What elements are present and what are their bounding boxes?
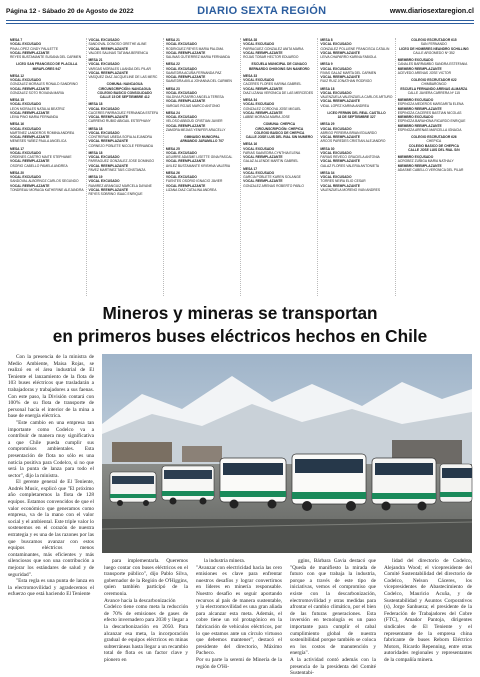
results-line: CANALES BARRAMBIO SANDRA ESTEFANIA bbox=[397, 62, 468, 67]
article-photo bbox=[102, 354, 472, 553]
results-line: ESPINOZA BARAHONA RICARDO ENRIQUE bbox=[397, 119, 466, 124]
results-line: VOCAL REEMPLAZANTE bbox=[320, 50, 360, 55]
results-line: LICEO DE HOMBRES NEANDRO SCHILLING bbox=[399, 46, 469, 51]
results-line: COLEGIO BASICO CONSOLIDADO bbox=[97, 90, 152, 95]
results-line: VOCAL REEMPLAZANTE bbox=[320, 159, 360, 164]
results-line: VOCAL REEMPLAZANTE bbox=[243, 110, 283, 115]
results-line: COLEGIO ESCRUTADOR 626 bbox=[411, 135, 457, 139]
paragraph: El gerente general de El Teniente, Andrés Music, explicó que "El próximo año completaremos la flota de 128 equipos. Estamos convencidos de que el valor económico que generamos como empresa, va de la mano con el valor social y el ambiental. Este triple valor lo sostenemos en el corazón de nuestra estrategia y es una de las razones por las que buscamos avanzar con estos equipos eléctricos menos contaminantes, más eficientes y más silenciosos que son una contribución a mejorar los estándares de salud y de seguridad". bbox=[8, 479, 94, 578]
results-line: PAVEZ MARTINEZ TAIS CONSTANZA bbox=[88, 167, 146, 172]
results-line: ACEVEDO ARENAS JOSE VICTOR bbox=[397, 70, 451, 75]
results-line: VOCAL EXCUSADO bbox=[243, 78, 275, 82]
results-line: ABRIGO PEREIRA BRIAN EDUARDO bbox=[320, 130, 377, 135]
results-line: 18 DE SEPTIEMBRE 327 bbox=[337, 115, 376, 119]
results-line: MESA 24 bbox=[165, 110, 180, 115]
article-column-3 bbox=[196, 558, 282, 670]
results-line: VOCAL EXCUSADO bbox=[10, 150, 42, 155]
results-column bbox=[318, 38, 395, 296]
results-line: GIMNASIO MUNICIPAL bbox=[184, 135, 220, 139]
results-line: VOCAL EXCUSADO bbox=[243, 102, 275, 107]
results-column bbox=[396, 38, 472, 296]
article-column-2 bbox=[104, 558, 188, 666]
results-line: LIZANA DIAZ CATALINA ANDREA bbox=[165, 187, 217, 192]
results-line: GONZALEZ SOTO ROXANA MARIA bbox=[10, 90, 64, 95]
results-line: ACROBEZ ZUÑIGA MARIA NATHALY bbox=[397, 159, 454, 164]
results-line: VOCAL REEMPLAZANTE bbox=[320, 183, 360, 188]
results-line: GONZALEZ ARENAS ROBERTO PABLO bbox=[243, 183, 304, 188]
results-line: VOCAL EXCUSADO bbox=[10, 78, 42, 82]
results-line: MIEMBRO EXCUSADO bbox=[397, 98, 434, 102]
results-line: MIEMBRO REEMPLAZANTE bbox=[397, 163, 442, 168]
results-line: VOCAL REEMPLAZANTE bbox=[10, 159, 50, 164]
results-line: AVILEZ BUSTAMANTE KRISHNA VALERIA bbox=[165, 163, 231, 168]
results-line: CALLE JOSE LUIS DEL RIAL S/N bbox=[408, 147, 460, 152]
results-line: MIEMBRO REEMPLAZANTE bbox=[397, 123, 442, 128]
results-line: SAN FERNANDO bbox=[420, 42, 447, 47]
article-body bbox=[8, 354, 472, 677]
results-line: ESPINOZA MEDEROS MARGARITA ELENA bbox=[397, 102, 464, 107]
results-line: VOCAL REEMPLAZANTE bbox=[88, 46, 129, 51]
results-line: MARTINEZ LANDEROS ROMINA ANDREA bbox=[10, 130, 75, 135]
results-line: LEIVA PINO MARIA FERNANDA bbox=[10, 115, 59, 119]
results-line: GONZALEZ MORALES RONALD SANDRINO bbox=[10, 82, 78, 87]
results-line: MESA 9 bbox=[320, 62, 333, 67]
results-line: VOCAL EXCUSADO bbox=[320, 150, 352, 155]
results-line: LICEO SAN FRANCISCO DE PLACILLA bbox=[16, 62, 78, 67]
paragraph: Con la presencia de la ministra de Medio Ambiente, Maisa Rojas, se realizó en el área industrial de El Teniente el lanzamiento de la flota de 103 buses eléctricos que trasladarán a trabajadoras y trabajadores a sus faenas. Con este paso, la División contará con 100% de su flota de transporte de personal hacia el interior de la mina a base de energía eléctrica. bbox=[8, 354, 94, 420]
results-line: COMUNA: CHEPICA bbox=[263, 122, 296, 127]
results-line: ARCOS PAREDES CRISTIAN ALEJANDRO bbox=[320, 139, 386, 144]
results-line: CALLE 15 DE SEPTIEMBRE 412 bbox=[99, 95, 150, 99]
results-line: VIDAL LOPEZ KARINA ANDREA bbox=[320, 103, 370, 108]
results-line: LEIVA CHAPARRO KARINA FABIOLA bbox=[320, 55, 377, 59]
results-line: VOCAL EXCUSADO bbox=[10, 126, 42, 131]
results-line: MIEMBRO EXCUSADO bbox=[397, 58, 434, 62]
paragraph: "Esta regla es una punta de lanza en la electromovilidad y agradecemos el esfuerzo que está haciendo El Teniente bbox=[8, 578, 94, 598]
results-line: ESCUELA MUNICIPAL DE CUNACO bbox=[251, 62, 307, 67]
results-line: SALINAS GUTIERREZ MARIA FERNANDA bbox=[165, 55, 230, 59]
results-line: VOCAL REEMPLAZANTE bbox=[320, 99, 360, 104]
paragraph: para implementarla. Queremos luego contar con buses eléctricos en el transporte público", dijo Pablo Silva, gobernador de la Región de O'Higgins, quien también participó de la ceremonia. Avance hacia la descarbonización Codelco tiene como meta la reducción de 70% de emisiones de gases de efecto invernadero para 2030 y llegar a la descarbonización en 2050. Para alcanzar esa meta, la incorporación gradual de equipos eléctricos en minas subterráneas hasta llegar a un recambio total de flota es un factor clave y pionero en bbox=[104, 558, 188, 663]
headline-line-1: Mineros y mineras se transportan bbox=[102, 303, 378, 323]
results-line: MESA 34 bbox=[320, 170, 335, 175]
results-line: VOCAL REEMPLAZANTE bbox=[165, 123, 206, 128]
results-line: MIEMBRO EXCUSADO bbox=[397, 155, 434, 159]
results-line: MESA 15 bbox=[10, 98, 24, 102]
results-line: VOCAL EXCUSADO bbox=[88, 38, 120, 42]
results-line: MIEMBRO REEMPLAZANTE bbox=[397, 106, 442, 111]
paragraph: la industria minera. "Avanzar con electricidad hacia las cero emisiones es clave para enfrentar nuestros desafíos y lograr convertirnos en líderes en minería responsable. Nuestro desafío es seguir aportando recursos al país de manera sustentable, y la electromovilidad es una gran aliada para alcanzar esta meta. Además, el cobre tiene un rol protagónico en la fabricación de vehículos eléctricos, por lo que estamos ante un círculo virtuoso que debemos mantener", destacó el presidente del directorio, Máximo Pacheco. Por su parte la seremi de Minería de la región de O'Hi- bbox=[196, 558, 282, 670]
results-line: VALENZUELA VALENZUELA CARLOS ARTURO bbox=[320, 95, 393, 99]
results-line: LABBE MORAGA MARIA JOSE bbox=[243, 115, 290, 119]
results-line: GARCIA POBLETE KAREN SOLANGE bbox=[243, 175, 301, 179]
results-line: OSORIO CABELLO PAMELA ANDREA bbox=[10, 163, 68, 168]
results-line: VOCAL EXCUSADO bbox=[320, 42, 352, 47]
results-line: MENESES YAÑEZ PAULA ANGELICA bbox=[10, 139, 67, 144]
results-line: LICEO FERMIN DEL REAL CASTILLO bbox=[327, 110, 386, 115]
results-line: VOCAL EXCUSADO bbox=[88, 179, 120, 184]
results-line: VOCAL EXCUSADO bbox=[165, 175, 197, 179]
results-line: ROJAS TOBAR HECTOR EDUARDO bbox=[243, 55, 299, 59]
results-line: MESA 23 bbox=[165, 86, 180, 91]
results-line: MESA 22 bbox=[165, 62, 180, 67]
results-line: GALAZ FLORES VALERIA ANTONIETA bbox=[320, 163, 380, 168]
results-line: MESA 7 bbox=[10, 38, 23, 42]
results-line: MESA 19 bbox=[88, 175, 103, 179]
results-line: CALLE JOSE LUIS DEL RIAL SIN NUMERO bbox=[245, 135, 313, 139]
results-column bbox=[87, 38, 164, 296]
results-line: MESA 16 bbox=[10, 122, 24, 127]
results-line: ESPINOZA ARENAS MARCELLA IGNACIA bbox=[397, 127, 462, 132]
results-line: VOCAL EXCUSADO bbox=[243, 42, 275, 47]
results-column bbox=[241, 38, 318, 296]
results-line: CHEPICA bbox=[426, 139, 442, 144]
results-line: VOCAL REEMPLAZANTE bbox=[320, 135, 360, 139]
results-column bbox=[164, 38, 241, 296]
results-line: COMUNA: NANCAGUA bbox=[106, 82, 143, 87]
results-line: VARGAS MORALES LUANDA DEL PILAR bbox=[88, 66, 151, 71]
results-line: VELOSO ABBOUD CRISTIAN JAVIER bbox=[165, 119, 223, 124]
website-link[interactable]: www.diariosextaregion.cl bbox=[389, 7, 474, 15]
results-line: MESA 18 bbox=[88, 150, 103, 155]
results-line: TONDREAU MORAGA KATHERINE ALEJANDRA bbox=[10, 187, 84, 192]
results-line: CARRENO RUBIO ABIGAIL ESTEPHANY bbox=[88, 119, 151, 124]
results-line: VOCAL REEMPLAZANTE bbox=[88, 139, 129, 144]
results-line: COLEGIO ESCRUTADOR 615 bbox=[411, 38, 457, 42]
results-line: MESA 17 bbox=[10, 146, 24, 151]
results-line: MESA 21 bbox=[88, 58, 103, 62]
results-line: ZAMORA MEJIAS YENIFER ARACELLY bbox=[165, 127, 226, 132]
results-line: MESA 18 bbox=[88, 102, 103, 107]
results-line: VOCAL REEMPLAZANTE bbox=[10, 135, 50, 139]
results-line: VOCAL REEMPLAZANTE bbox=[243, 50, 283, 55]
results-line: VOCAL EXCUSADO bbox=[88, 62, 120, 67]
results-line: MIRAFLORES 947 bbox=[32, 66, 61, 71]
results-line: VALDIVIA PIZARRO ANGELA TERESA bbox=[165, 95, 224, 99]
paragraph: ggins, Bárbara Gavia destacó que "Queda de manifiesto la mirada de futuro con que trabaja la industria, porque a través de este tipo de iniciativas, vemos el compromiso que existe con la descarbonización, electromovilidad y otras medidas para afrontar el cambio climático, por el bien de las futuras generaciones. Esta inversión en tecnología es un paso importante para cumplir el cabal cumplimiento global de nuestra sostenibilidad porque también se coloca en los costos de manutención y energía". A la actividad contó además con la presencia de la presidenta del Comité Sustentabi- bbox=[290, 558, 376, 677]
results-line: VOCAL REEMPLAZANTE bbox=[243, 179, 283, 184]
results-line: VOCAL EXCUSADO bbox=[165, 66, 197, 71]
results-line: CONTRERAS UBEDA SOFIA ALEJANDRA bbox=[88, 135, 153, 139]
results-line: RODRIGUEZ REYES MARIA PALOMA bbox=[165, 46, 224, 51]
results-line: RIVAS GALAZ MARTA DEL CARMEN bbox=[320, 70, 377, 75]
results-line: PARRAGUEZ GONZALEZ ANITA MARIA bbox=[243, 46, 304, 51]
results-line: VOCAL REEMPLAZANTE bbox=[165, 50, 206, 55]
results-line: VOCAL EXCUSADO bbox=[320, 90, 352, 95]
results-line: COLEGIO BASICO DE CHEPICA bbox=[254, 130, 305, 135]
results-line: VOCAL EXCUSADO bbox=[88, 155, 120, 159]
results-line: VASQUEZ DIAZ JACQUELINE DE LAS MERC bbox=[88, 75, 158, 79]
results-line: MESA 8 bbox=[320, 38, 333, 42]
results-line: MESA 26 bbox=[165, 170, 180, 175]
results-line: MESA 29 bbox=[320, 122, 335, 127]
results-line: VOCAL EXCUSADO bbox=[320, 126, 352, 131]
results-line: ORDENES CASTRO MAITE STEPHANIE bbox=[10, 155, 72, 159]
results-line: SANDOVAL DONOSO GRETHE ALINE bbox=[88, 42, 147, 47]
results-line: MESA 33 bbox=[243, 73, 258, 78]
results-line: MESA 25 bbox=[165, 146, 180, 151]
results-line: DIAZ LIZANA VERONICA DE LAS MERCEDES bbox=[243, 90, 314, 95]
article-headline bbox=[10, 302, 470, 348]
results-line: SAAVEDRA AVILA JOHANNA DEL CARMEN bbox=[165, 79, 232, 84]
article-column-4 bbox=[290, 558, 376, 677]
results-line: GONZALEZ CORDOVA JOSE MIGUEL bbox=[243, 106, 302, 111]
results-line: VARGAS ROJAS MARCO ANTONIO bbox=[165, 103, 221, 108]
results-line: VOCAL EXCUSADO bbox=[10, 102, 42, 107]
results-line: MESA 34 bbox=[243, 98, 258, 102]
results-line: SAAVEDRA ACUÑA FERNANDA PAZ bbox=[165, 70, 222, 75]
results-line: VOCAL EXCUSADO bbox=[243, 170, 275, 175]
results-line: VOCAL REEMPLAZANTE bbox=[88, 187, 129, 192]
results-line: VOCAL REEMPLAZANTE bbox=[243, 155, 283, 159]
page-info: Página 12 - Sábado 20 de Agosto de 2022 bbox=[6, 7, 134, 15]
results-line: FUENTES OSORIO IGNACIO JAVIER bbox=[165, 179, 223, 184]
results-line: VOCAL REEMPLAZANTE bbox=[165, 159, 206, 164]
results-line: VOCAL REEMPLAZANTE bbox=[88, 115, 129, 119]
results-line: VOCAL EXCUSADO bbox=[243, 146, 275, 151]
results-line: VOCAL EXCUSADO bbox=[165, 90, 197, 95]
results-line: RUIZ RUIZ JONATHAN RODRIGO bbox=[320, 79, 372, 84]
results-line: AGUIRRE ADASME LISETTE GINA PASCAL bbox=[165, 155, 233, 159]
electric-buses-photo bbox=[102, 354, 472, 553]
results-line: MESA 20 bbox=[10, 170, 24, 175]
headline-line-2: en primeros buses eléctricos hechos en Chile bbox=[52, 326, 428, 346]
results-line: CALLE JAVIERA CARRERA Nº 115 bbox=[407, 90, 460, 95]
page-header bbox=[6, 4, 474, 18]
results-line: SANDOVAL ALBORNOZ CARLOS SEGUNDO bbox=[10, 179, 79, 184]
results-line: MESA 30 bbox=[320, 146, 335, 151]
results-column bbox=[8, 38, 87, 296]
article-column-left bbox=[8, 354, 94, 666]
results-line: FARIAS SAAVEDRA CYNTHIA ELENA bbox=[243, 150, 301, 155]
results-line: PARRAGUEZ GONZALEZ JOSE DOMINGO bbox=[88, 159, 155, 164]
results-line: VOCAL REEMPLAZANTE bbox=[10, 110, 50, 115]
results-line: MESA 17 bbox=[243, 166, 258, 171]
masthead: DIARIO SEXTA REGIÓN bbox=[197, 5, 327, 17]
header-rule bbox=[6, 20, 474, 21]
results-line: MESA 18 bbox=[320, 86, 335, 91]
results-line: PINA LOPEZ CINDY PAULETTE bbox=[10, 46, 59, 51]
results-line: REYES SOBRINO ISAAC ENRIQUE bbox=[88, 192, 143, 196]
results-line: VOCAL EXCUSADO bbox=[88, 130, 120, 135]
results-line: VOCAL REEMPLAZANTE bbox=[88, 70, 129, 75]
results-line: FARIAS REVECO GRACIELA ANTONIA bbox=[320, 155, 380, 159]
results-line: MESA 12 bbox=[10, 73, 24, 78]
results-line: COLEGIO ESCRUTADOR 622 bbox=[411, 78, 457, 82]
article-column-5 bbox=[384, 558, 472, 666]
results-line: GONZALEZ POLLIENE FRANCISCA CATALIN bbox=[320, 46, 390, 51]
results-line: VOCAL REEMPLAZANTE bbox=[10, 50, 50, 55]
results-line: TORRES NEIRA ELIO CESAR bbox=[320, 179, 366, 184]
results-line: VOCAL EXCUSADO bbox=[165, 42, 197, 47]
results-line: REYES BUSTAMANTE SUSANA DEL CARMEN bbox=[10, 55, 82, 59]
results-line: ARMANDO JARAMILLO 707 bbox=[180, 139, 224, 144]
results-line: ADASME CABELLO VERONICA DEL PILAR bbox=[397, 167, 464, 172]
results-line: VOCAL REEMPLAZANTE bbox=[320, 75, 360, 79]
results-line: VOCAL EXCUSADO bbox=[320, 66, 352, 71]
results-line: CIRCUNSCRIPCIÓN: NANCAGUA bbox=[98, 86, 151, 91]
results-line: VOCAL REEMPLAZANTE bbox=[10, 183, 50, 188]
results-line: VOCAL EXCUSADO bbox=[88, 106, 120, 111]
results-line: BERNARDO OHIGGINS S/N NANEORO bbox=[248, 66, 310, 71]
results-line: VOCAL REEMPLAZANTE bbox=[165, 99, 206, 104]
results-line: RAMIREZ ARANGUIZ MARCELA DAYANE bbox=[88, 183, 152, 188]
results-line: MIEMBRO EXCUSADO bbox=[397, 115, 434, 119]
results-line: CHIMBARONGO bbox=[421, 82, 447, 87]
results-line: CIRCUNSCRIPCIÓN: CHEPICA bbox=[255, 126, 304, 131]
results-line: VALENZUELA MORENO IVAN ANDRES bbox=[320, 187, 381, 192]
results-line: ESCUELA FERNANDO ARENAS ALMARZA bbox=[400, 86, 468, 91]
results-line: VOCAL REEMPLAZANTE bbox=[88, 163, 129, 168]
results-line: MESA 18 bbox=[88, 126, 103, 131]
results-line: LEON MORALES NATALIA BEATRIZ bbox=[10, 106, 65, 111]
election-results-listing bbox=[8, 38, 472, 296]
results-line: VOCAL EXCUSADO bbox=[165, 150, 197, 155]
results-line: CACERES FLORES KARINA GABRIEL bbox=[243, 82, 302, 87]
results-line: VOCAL EXCUSADO bbox=[10, 42, 42, 47]
results-line: CORNEJO POBLETE NICOLE FERNANDA bbox=[88, 143, 154, 148]
results-line: VOCAL REEMPLAZANTE bbox=[165, 183, 206, 188]
results-line: VOCAL EXCUSADO bbox=[165, 115, 197, 119]
results-line: VOCAL REEMPLAZANTE bbox=[165, 75, 206, 79]
results-line: VALDES SALINAS TATIANA BERENICA bbox=[88, 50, 149, 55]
results-line: VOCAL REEMPLAZANTE bbox=[243, 86, 283, 91]
results-line: VOCAL EXCUSADO bbox=[10, 175, 42, 179]
header-rule-secondary bbox=[6, 23, 474, 24]
results-line: CALLE ARGOMEDO Nº 352 bbox=[413, 50, 455, 55]
results-line: MIEMBRO REEMPLAZANTE bbox=[397, 66, 442, 71]
results-line: GALAZ ALLENDE MARTIN GABRIEL bbox=[243, 159, 299, 164]
results-line: MESA 16 bbox=[243, 142, 258, 147]
paragraph: lidad del directorio de Codelco, Alejandra Wood; el vicepresidente del Comité Sustentabilidad del directorio de Codelco, Nelson Cáceres, los vicepresidentes de Abastecimiento de Codelco, Mauricio Acuña, y de Sustentabilidad y Asuntos Corporativos (s), Jorge Sanhueza; el presidente de la Federación de Trabajadores del Cobre (FTC), Amador Pantoja, dirigentes sindicales de El Teniente y el representante de la empresa china fabricante de buses Reborn Eléctrico Motors, Ricardo Repenning, entre otras autoridades regionales y representantes de la compañía minera. bbox=[384, 558, 472, 663]
results-line: VOCAL EXCUSADO bbox=[320, 175, 352, 179]
results-line: MESA 28 bbox=[243, 38, 258, 42]
results-line: ESPINOZA CACERES BASTIAN NICOLAS bbox=[397, 110, 462, 115]
results-line: MESA 21 bbox=[165, 38, 180, 42]
results-line: COLEGIO BASICO DE CHEPICA bbox=[408, 143, 459, 148]
results-line: CACERES PARRAGUEZ FERNANDA ESTEFA bbox=[88, 110, 159, 115]
paragraph: "Este cambio en una empresa tan importante como Codelco va a contribuir de manera muy significativa a que Chile pueda cumplir sus compromisos ambientales. Esta presentación de flota no sólo es una noticia positiva para Codelco, si no que será la punta de lanza para todo el sector", dijo la ministra. bbox=[8, 419, 94, 479]
results-line: VOCAL REEMPLAZANTE bbox=[10, 86, 50, 91]
